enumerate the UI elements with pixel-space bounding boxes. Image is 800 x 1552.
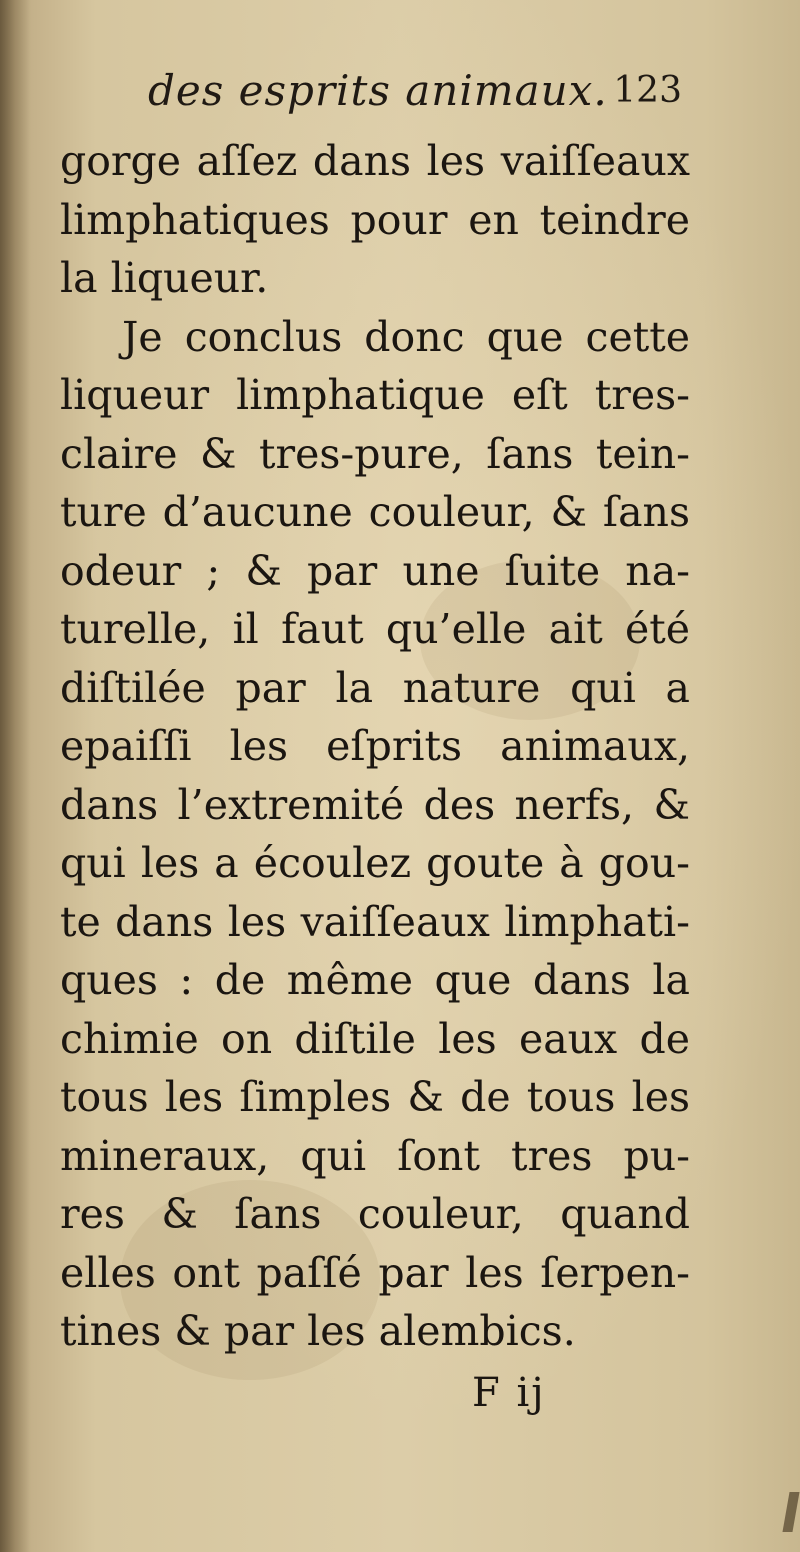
text-line: ture d’aucune couleur, & ſans — [60, 488, 690, 536]
text-line: res & ſans couleur, quand — [60, 1190, 690, 1238]
text-line: qui les a écoulez goute à gou- — [60, 839, 690, 887]
text-line: epaiſſi les eſprits animaux, — [60, 722, 690, 770]
text-line: Je conclus donc que cette — [122, 312, 690, 361]
page-header — [148, 66, 688, 126]
text-line: liqueur limphatique eſt tres- — [60, 371, 690, 419]
text-line: ques : de même que dans la — [60, 956, 690, 1004]
page-edge-mark — [782, 1492, 799, 1532]
text-line: gorge aſſez dans les vaiſſeaux — [60, 137, 690, 185]
running-title: des esprits animaux. — [148, 66, 608, 115]
text-line: elles ont paſſé par les ſerpen- — [60, 1248, 690, 1297]
text-line: claire & tres-pure, ſans tein- — [60, 429, 690, 478]
text-line: limphatiques pour en teindre — [60, 195, 690, 244]
gutter-shadow — [0, 0, 30, 1552]
page-number: 123 — [613, 70, 682, 111]
text-line: turelle, il faut qu’elle ait été — [60, 605, 690, 653]
text-line: chimie on diſtile les eaux de — [60, 1014, 690, 1063]
signature-mark: F ij — [472, 1370, 546, 1416]
text-line: mineraux, qui ſont tres pu- — [60, 1131, 690, 1180]
text-line: odeur ; & par une ſuite na- — [60, 546, 690, 595]
text-line: la liqueur. — [60, 254, 269, 302]
text-line: tines & par les alembics. — [60, 1307, 576, 1355]
text-line: dans l’extremité des nerfs, & — [60, 780, 690, 829]
text-line: te dans les vaiſſeaux limphati- — [60, 897, 690, 946]
text-line: diſtilée par la nature qui a — [60, 663, 690, 712]
body-text — [60, 132, 690, 1361]
text-line: tous les ſimples & de tous les — [60, 1073, 690, 1121]
